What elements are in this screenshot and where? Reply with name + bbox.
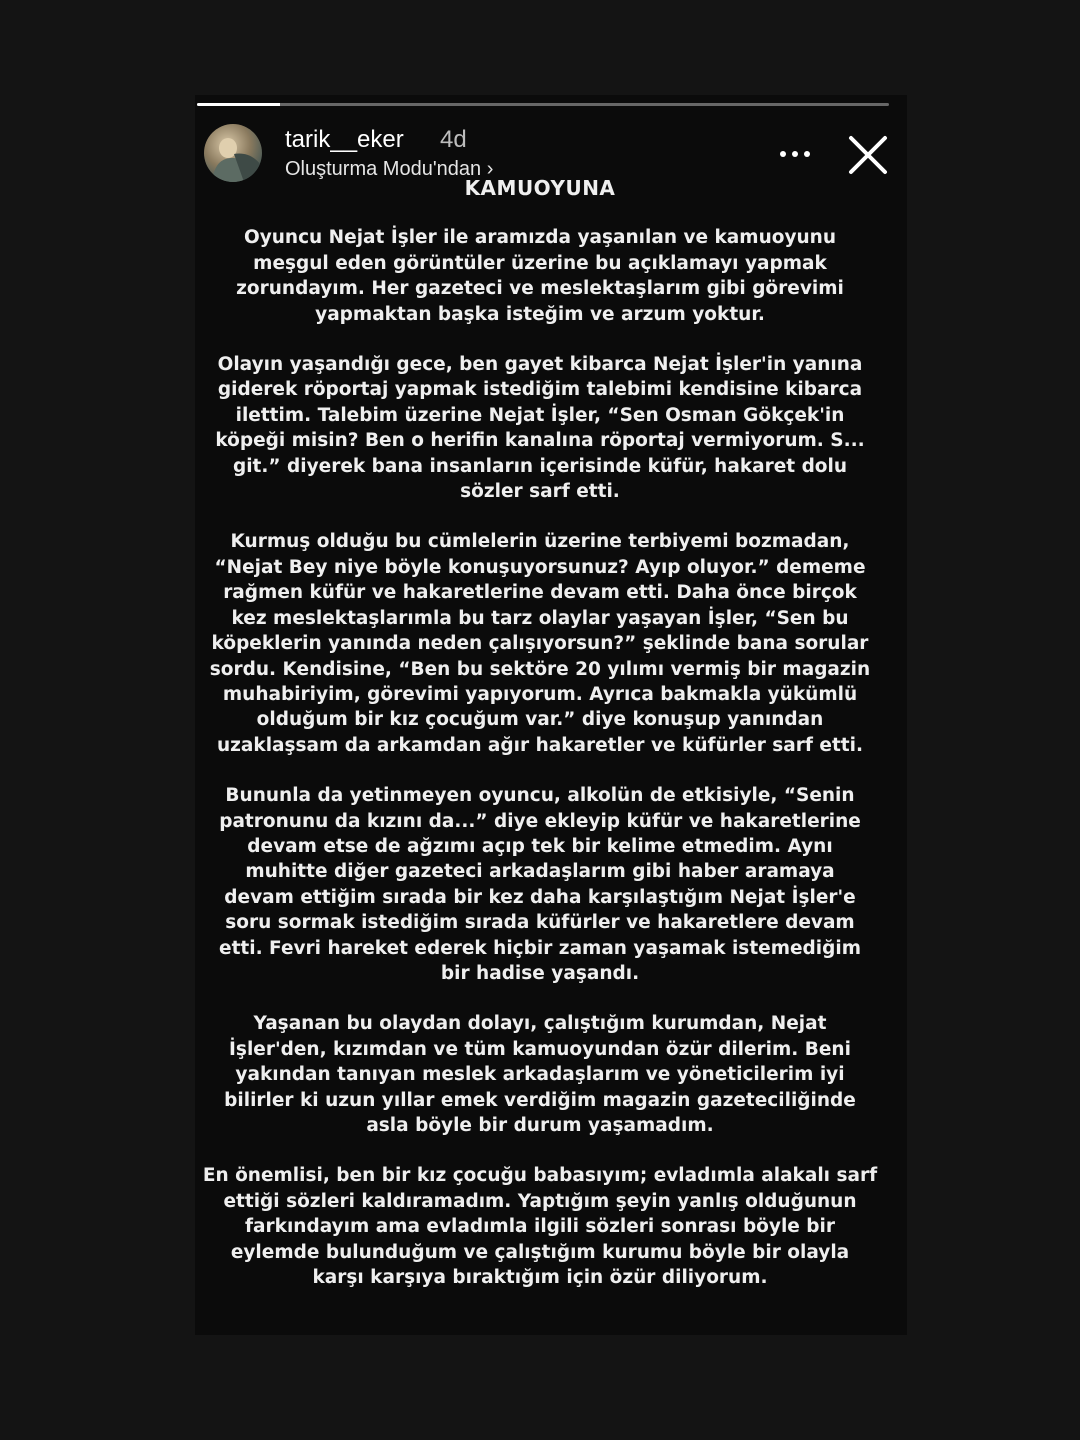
story-progress-bar xyxy=(197,103,889,106)
statement-line: Kurmuş olduğu bu cümlelerin üzerine terbiyemi bozmadan, xyxy=(230,531,850,553)
statement-line: muhabiriyim, görevimi yapıyorum. Ayrıca bakmakla yükümlü xyxy=(222,683,858,705)
creation-mode-link[interactable]: Oluşturma Modu'ndan › xyxy=(285,158,494,180)
statement-line: uzaklaşsam da arkamdan ağır hakaretler ve küfürler sarf etti. xyxy=(216,734,864,756)
statement-line: soru sormak istediğim sırada küfürler ve hakaretlere devam xyxy=(225,912,855,934)
statement-line: patronunu da kızını da...” diye ekleyip küfür ve hakaretlerine xyxy=(219,810,861,832)
statement-line: En önemlisi, ben bir kız çocuğu babasıyım; evladımla alakalı sarf xyxy=(202,1165,878,1187)
story-progress-fill xyxy=(197,103,280,106)
statement-line: ilettim. Talebim üzerine Nejat İşler, “Sen Osman Gökçek'in xyxy=(235,404,845,426)
statement-line: etti. Fevri hareket ederek hiçbir zaman yaşamak istemediğim xyxy=(219,937,861,959)
statement-line: yakından tanıyan meslek arkadaşlarım ve yöneticilerim iyi xyxy=(235,1064,845,1086)
username-link[interactable]: tarik__eker xyxy=(285,126,404,153)
statement-line: Bununla da yetinmeyen oyuncu, alkolün de etkisiyle, “Senin xyxy=(225,785,855,807)
close-icon[interactable] xyxy=(846,133,890,177)
statement-paragraph xyxy=(200,1011,880,1138)
statement-line: asla böyle bir durum yaşamadım. xyxy=(366,1115,714,1136)
statement-line: sözler sarf etti. xyxy=(460,481,620,503)
statement-line: farkındayım ama evladımla ilgili sözleri sonrası böyle bir xyxy=(244,1216,835,1238)
statement-line: devam etse de ağzımı açıp tek bir kelime etmedim. Aynı xyxy=(247,835,833,857)
statement-heading: KAMUOYUNA xyxy=(464,176,616,200)
statement-line: zorundayım. Her gazeteci ve meslektaşlarım gibi görevimi xyxy=(236,278,844,300)
statement-line: bir hadise yaşandı. xyxy=(440,962,640,984)
statement-paragraph xyxy=(200,529,880,758)
statement-line: “Nejat Bey niye böyle konuşuyorsunuz? Ayıp oluyor.” dememe xyxy=(214,556,866,578)
statement-line: devam ettiğim sırada bir kez daha karşılaştığım Nejat İşler'e xyxy=(224,886,856,908)
statement-line: git.” diyerek bana insanların içerisinde küfür, hakaret dolu xyxy=(232,455,848,477)
statement-line: İşler'den, kızımdan ve tüm kamuoyundan özür dilerim. Beni xyxy=(229,1038,851,1060)
statement-line: kez meslektaşlarımla bu tarz olaylar yaşayan İşler, “Sen bu xyxy=(231,607,849,629)
statement-line: yapmaktan başka isteğim ve arzum yoktur. xyxy=(315,303,765,325)
statement-line: muhitte diğer gazeteci arkadaşlarım gibi haber aramaya xyxy=(245,861,835,883)
statement-line: Yaşanan bu olaydan dolayı, çalıştığım kurumdan, Nejat xyxy=(253,1013,827,1035)
statement-line: sordu. Kendisine, “Ben bu sektöre 20 yılımı vermiş bir magazin xyxy=(209,658,871,680)
statement-text xyxy=(200,176,880,1315)
post-age: 4d xyxy=(440,126,467,153)
statement-paragraph xyxy=(200,225,880,327)
statement-line: köpeklerin yanında neden çalışıyorsun?” şeklinde bana sorular xyxy=(211,633,869,655)
statement-line: köpeği misin? Ben o herifin kanalına röportaj vermiyorum. S... xyxy=(215,430,865,452)
statement-line: rağmen küfür ve hakaretlerine devam etti. Daha önce birçok xyxy=(223,582,857,604)
statement-line: ettiği sözleri kaldıramadım. Yaptığım şeyin yanlış olduğunun xyxy=(223,1190,857,1212)
more-options-icon[interactable] xyxy=(775,138,815,168)
statement-line: giderek röportaj yapmak istediğim talebimi kendisine kibarca xyxy=(217,379,863,401)
statement-line: olduğum bir kız çocuğum var.” diye konuşup yanından xyxy=(256,709,824,731)
avatar-image xyxy=(204,124,262,182)
statement-paragraph xyxy=(200,783,880,986)
statement-paragraph xyxy=(200,352,880,504)
statement-line: Olayın yaşandığı gece, ben gayet kibarca Nejat İşler'in yanına xyxy=(217,354,863,376)
statement-paragraph xyxy=(200,1163,880,1290)
statement-line: meşgul eden görüntüler üzerine bu açıklamayı yapmak xyxy=(253,252,827,274)
statement-line: karşı karşıya bıraktığım için özür diliyorum. xyxy=(312,1267,768,1289)
statement-paragraphs xyxy=(200,225,880,1290)
statement-line: eylemde bulunduğum ve çalıştığım kurumu böyle bir olayla xyxy=(230,1241,850,1263)
statement-line: bilirler ki uzun yıllar emek verdiğim magazin gazeteciliğinde xyxy=(224,1089,856,1111)
profile-avatar[interactable] xyxy=(204,124,262,182)
statement-line: Oyuncu Nejat İşler ile aramızda yaşanılan ve kamuoyunu xyxy=(243,227,837,249)
